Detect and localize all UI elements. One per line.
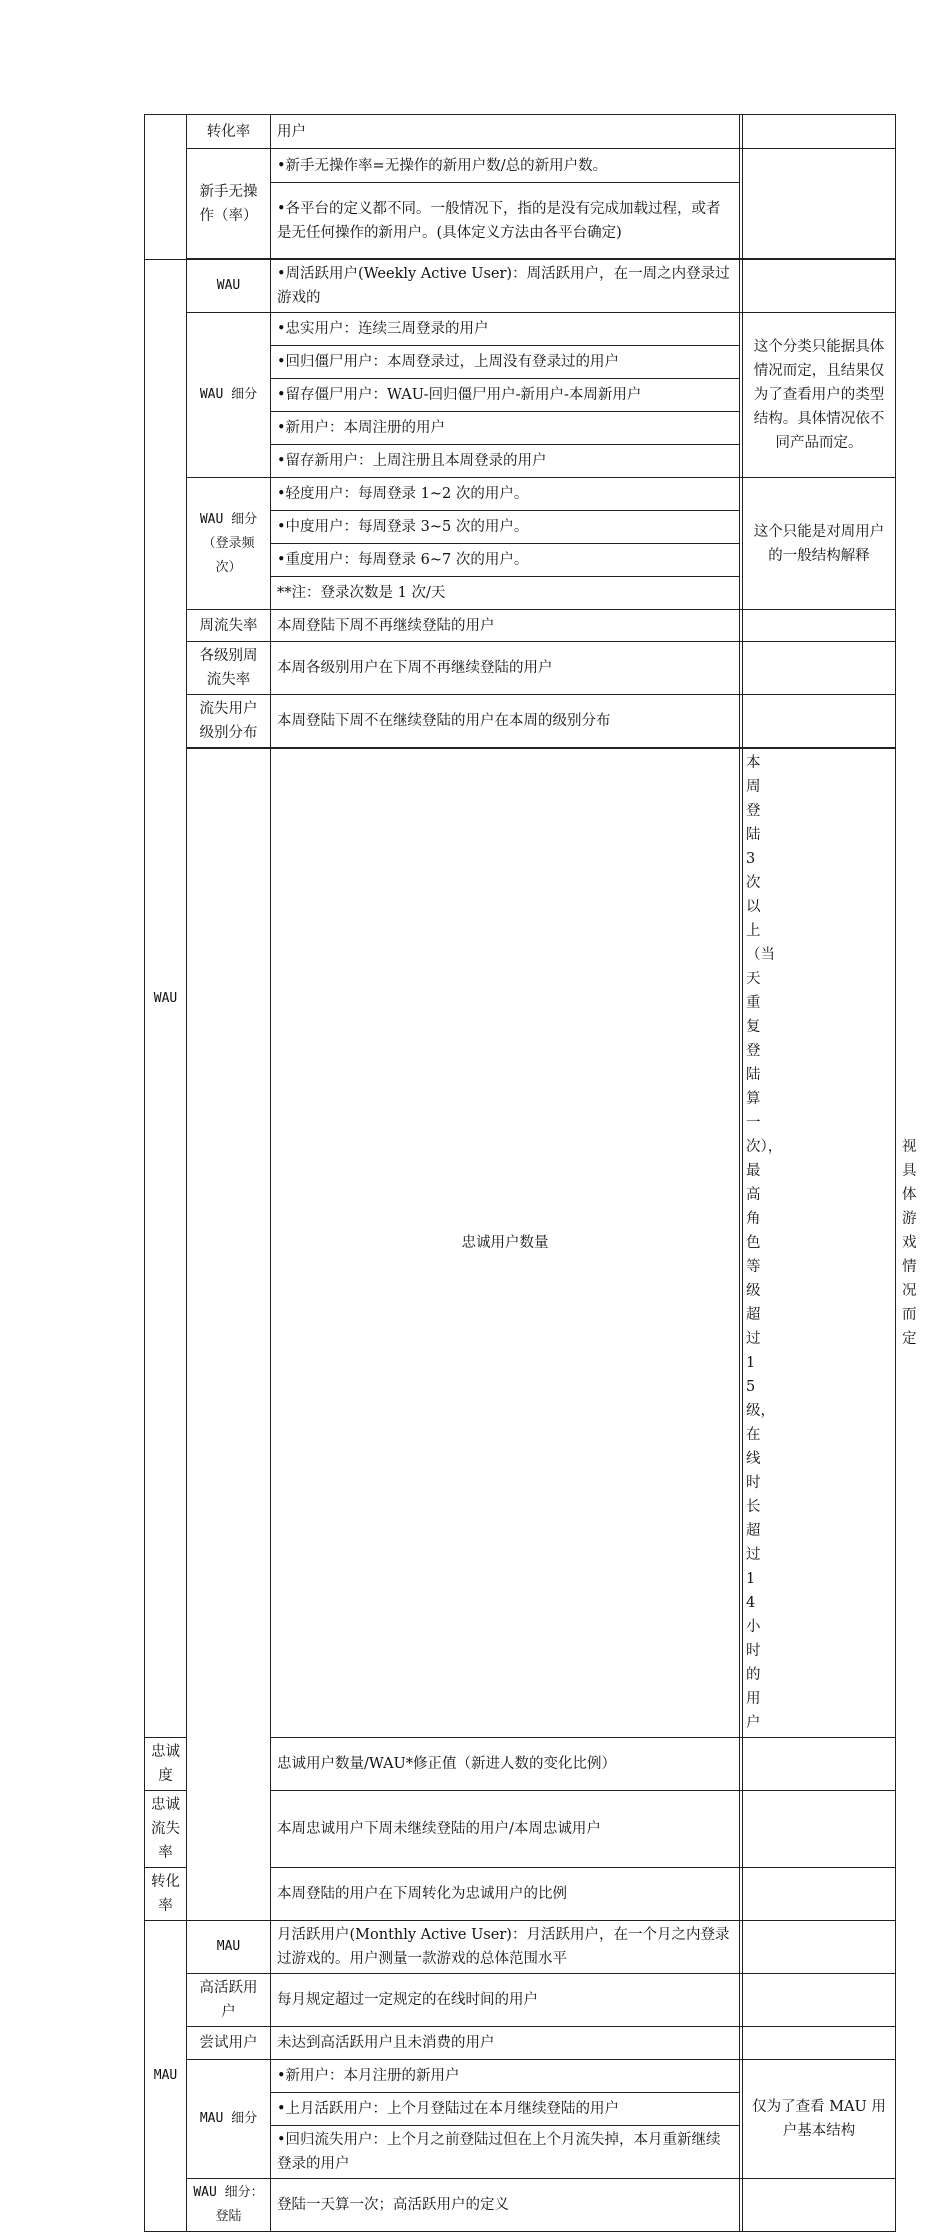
definition-cell: 用户 <box>271 115 740 149</box>
list-item: •中度用户：每周登录 3~5 次的用户。 <box>271 511 740 544</box>
note-cell <box>743 1921 896 1974</box>
definition-cell: 本周忠诚用户下周未继续登陆的用户/本周忠诚用户 <box>271 1791 740 1868</box>
definition-cell: •各平台的定义都不同。一般情况下，指的是没有完成加载过程，或者是无任何操作的新用户。(具体定义方法由各平台确定) <box>271 183 740 259</box>
table-row <box>145 695 896 748</box>
item-high-active-users: 高活跃用户 <box>187 1974 271 2027</box>
list-item: •新用户：本月注册的新用户 <box>271 2060 740 2093</box>
note-cell: 仅为了查看 MAU 用户基本结构 <box>743 2060 896 2179</box>
item-newbie-idle-rate: 新手无操作（率） <box>187 149 271 259</box>
note-cell <box>743 1738 896 1791</box>
note-cell <box>743 149 896 259</box>
item-wau-login: WAU 细分：登陆 <box>187 2179 271 2232</box>
note-cell <box>743 695 896 748</box>
list-item: •留存僵尸用户：WAU-回归僵尸用户-新用户-本周新用户 <box>271 379 740 412</box>
definition-cell: •周活跃用户(Weekly Active User)：周活跃用户，在一周之内登录过游戏的 <box>271 260 740 313</box>
list-item: •回归僵尸用户：本周登录过，上周没有登录过的用户 <box>271 346 740 379</box>
group-label-wau: WAU <box>145 260 187 1738</box>
group-cell-blank <box>187 749 271 1921</box>
list-item: •重度用户：每周登录 6~7 次的用户。 <box>271 544 740 577</box>
item-level-churn-rate: 各级别周流失率 <box>187 642 271 695</box>
definition-cell: 本周各级别用户在下周不再继续登陆的用户 <box>271 642 740 695</box>
note-cell: 这个只能是对周用户的一般结构解释 <box>743 478 896 610</box>
table-row <box>145 1921 896 1974</box>
table-row <box>145 478 896 511</box>
note-cell <box>743 1791 896 1868</box>
note-cell <box>743 1868 896 1921</box>
item-mau: MAU <box>187 1921 271 1974</box>
note-cell <box>743 1974 896 2027</box>
table-row <box>145 115 896 149</box>
note-cell <box>743 2179 896 2232</box>
definition-cell: 本周登陆下周不再继续登陆的用户 <box>271 610 740 642</box>
definition-cell: •新手无操作率=无操作的新用户数/总的新用户数。 <box>271 149 740 183</box>
item-conversion-rate: 转化率 <box>145 1868 187 1921</box>
table-row <box>145 149 896 183</box>
table-row <box>145 642 896 695</box>
definition-cell: 本周登陆的用户在下周转化为忠诚用户的比例 <box>271 1868 740 1921</box>
table-row: 忠诚用户数量 本周登陆 3 次以上（当天重复登陆算一次），最高角色等级超过 15 级，在线时长超过 14 小时的用户 视具体游戏情况而定 <box>145 749 896 1738</box>
definition-cell: 登陆一天算一次；高活跃用户的定义 <box>271 2179 740 2232</box>
table-row <box>145 1974 896 2027</box>
definition-cell: 本周登陆 3 次以上（当天重复登陆算一次），最高角色等级超过 15 级，在线时长超过 14 小时的用户 <box>740 749 743 1738</box>
metrics-table <box>144 114 917 2232</box>
table-row <box>145 313 896 346</box>
note-cell <box>743 260 896 313</box>
group-cell-blank <box>145 115 187 260</box>
group-label-mau: MAU <box>145 1921 187 2232</box>
definition-cell: 每月规定超过一定规定的在线时间的用户 <box>271 1974 740 2027</box>
item-loyal-churn-rate: 忠诚流失率 <box>145 1791 187 1868</box>
item-conversion-rate: 转化率 <box>187 115 271 149</box>
list-item: **注：登录次数是 1 次/天 <box>271 577 740 610</box>
note-cell <box>743 115 896 149</box>
note-cell <box>743 2027 896 2060</box>
note-cell <box>743 642 896 695</box>
item-weekly-churn-rate: 周流失率 <box>187 610 271 642</box>
item-wau-login-frequency: WAU 细分（登录频次） <box>187 478 271 610</box>
item-loyal-user-count: 忠诚用户数量 <box>271 749 740 1738</box>
item-mau-breakdown: MAU 细分 <box>187 2060 271 2179</box>
list-item: •新用户：本周注册的用户 <box>271 412 740 445</box>
list-item: •上月活跃用户：上个月登陆过在本月继续登陆的用户 <box>271 2093 740 2126</box>
table-row <box>145 2060 896 2093</box>
item-loyalty: 忠诚度 <box>145 1738 187 1791</box>
definition-cell: 未达到高活跃用户且未消费的用户 <box>271 2027 740 2060</box>
definition-cell: 本周登陆下周不在继续登陆的用户在本周的级别分布 <box>271 695 740 748</box>
item-churn-level-distribution: 流失用户级别分布 <box>187 695 271 748</box>
item-wau-breakdown: WAU 细分 <box>187 313 271 478</box>
note-cell <box>743 610 896 642</box>
item-wau: WAU <box>187 260 271 313</box>
table-row <box>145 2027 896 2060</box>
list-item: •轻度用户：每周登录 1~2 次的用户。 <box>271 478 740 511</box>
table-row <box>145 610 896 642</box>
definition-cell: 月活跃用户(Monthly Active User)：月活跃用户，在一个月之内登录过游戏的。用户测量一款游戏的总体范围水平 <box>271 1921 740 1974</box>
definition-cell: 忠诚用户数量/WAU*修正值（新进人数的变化比例） <box>271 1738 740 1791</box>
table-row <box>145 260 896 313</box>
list-item: •回归流失用户：上个月之前登陆过但在上个月流失掉，本月重新继续登录的用户 <box>271 2126 740 2179</box>
item-trial-users: 尝试用户 <box>187 2027 271 2060</box>
table-row <box>145 2179 896 2232</box>
list-item: •忠实用户：连续三周登录的用户 <box>271 313 740 346</box>
list-item: •留存新用户：上周注册且本周登录的用户 <box>271 445 740 478</box>
note-cell: 这个分类只能据具体情况而定，且结果仅为了查看用户的类型结构。具体情况依不同产品而定。 <box>743 313 896 478</box>
